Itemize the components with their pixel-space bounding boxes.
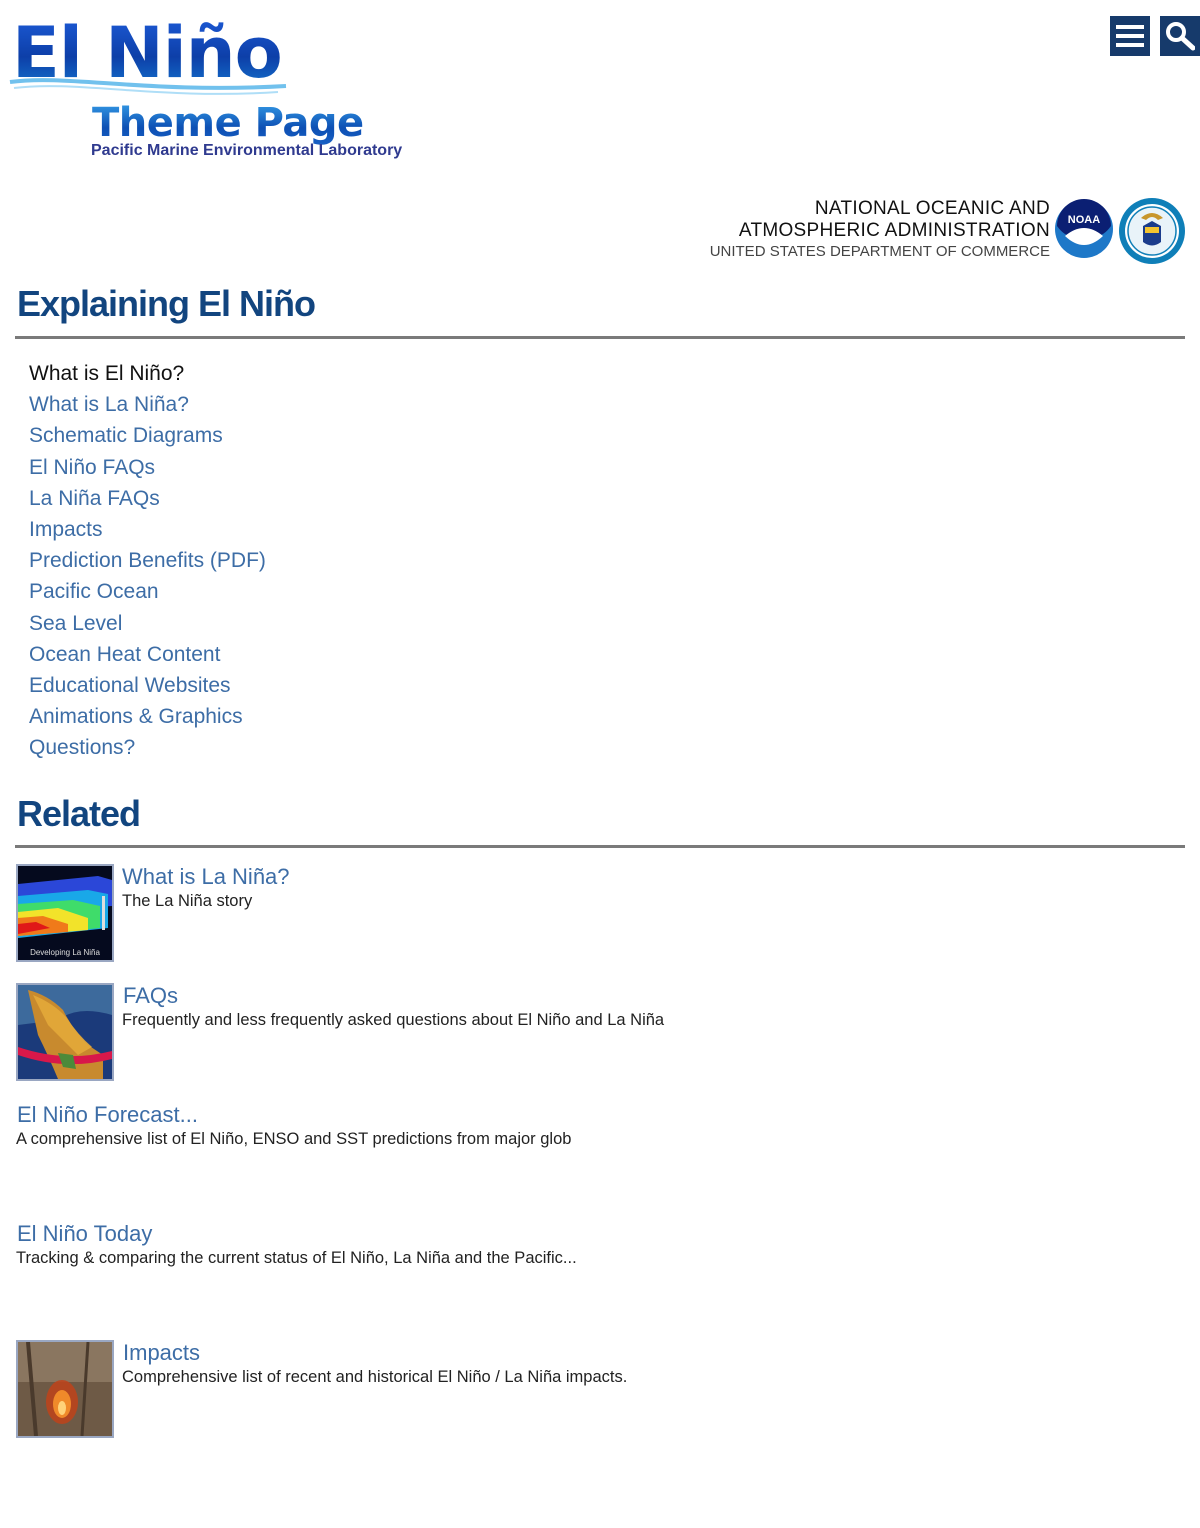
related-item-impacts: [16, 1340, 1116, 1440]
section-divider: [15, 845, 1185, 848]
logo-lab-name: Pacific Marine Environmental Laboratory: [91, 142, 403, 159]
search-button[interactable]: [1160, 16, 1200, 56]
la-nina-thumbnail[interactable]: [16, 864, 114, 962]
hamburger-menu-icon: [1115, 23, 1145, 49]
related-link-el-nino-forecast[interactable]: El Niño Forecast...: [17, 1102, 198, 1127]
nav-item-sea-level[interactable]: [29, 608, 266, 639]
thumbnail-caption: Developing La Niña: [30, 948, 100, 957]
nav-link[interactable]: Questions?: [29, 736, 136, 760]
related-heading: Related: [17, 793, 141, 834]
nav-link[interactable]: Impacts: [29, 517, 103, 541]
nav-link[interactable]: Schematic Diagrams: [29, 424, 223, 448]
faqs-thumbnail[interactable]: [16, 983, 114, 1081]
related-item-faqs: [16, 983, 1116, 1083]
related-link-la-nina[interactable]: What is La Niña?: [122, 864, 290, 889]
nav-item-ocean-heat-content[interactable]: [29, 639, 266, 670]
impacts-thumbnail-image: [18, 1342, 112, 1436]
nav-link[interactable]: El Niño FAQs: [29, 455, 156, 479]
related-link-el-nino-today[interactable]: El Niño Today: [17, 1221, 153, 1246]
impacts-thumbnail[interactable]: [16, 1340, 114, 1438]
nav-link[interactable]: Sea Level: [29, 611, 123, 635]
nav-item-la-nina-faqs[interactable]: [29, 483, 266, 514]
nav-link[interactable]: What is La Niña?: [29, 393, 189, 417]
nav-link[interactable]: Prediction Benefits (PDF): [29, 549, 266, 573]
menu-button[interactable]: [1110, 16, 1150, 56]
site-logo[interactable]: [8, 14, 428, 174]
related-desc: Tracking & comparing the current status of El Niño, La Niña and the Pacific...: [16, 1249, 577, 1267]
related-item-el-nino-forecast: [16, 1102, 1116, 1162]
related-link-faqs[interactable]: FAQs: [123, 983, 179, 1008]
logo-subtitle: Theme Page: [92, 100, 364, 146]
magnifier-search-icon: [1165, 21, 1195, 51]
agency-line-2: ATMOSPHERIC ADMINISTRATION: [738, 220, 1050, 241]
related-link-impacts[interactable]: Impacts: [123, 1340, 201, 1365]
nav-item-animations-graphics[interactable]: [29, 701, 266, 732]
nav-item-what-is-el-nino: [29, 358, 266, 389]
logo-title: El Niño: [12, 12, 282, 94]
related-item-la-nina: [16, 864, 1116, 964]
noaa-logo-icon[interactable]: [1053, 196, 1115, 262]
nav-item-current-label: What is El Niño?: [29, 362, 185, 385]
nav-link[interactable]: Educational Websites: [29, 673, 231, 697]
related-desc: A comprehensive list of El Niño, ENSO and SST predictions from major glob: [16, 1130, 572, 1148]
nav-item-impacts[interactable]: [29, 514, 266, 545]
faqs-thumbnail-image: [18, 985, 112, 1079]
related-item-el-nino-today: [16, 1221, 1116, 1281]
nav-link[interactable]: Animations & Graphics: [29, 705, 243, 729]
agency-line-3: UNITED STATES DEPARTMENT OF COMMERCE: [709, 243, 1050, 260]
nav-item-schematic-diagrams[interactable]: [29, 420, 266, 451]
nav-link[interactable]: La Niña FAQs: [29, 486, 160, 510]
nav-item-educational-websites[interactable]: [29, 670, 266, 701]
nav-link[interactable]: Ocean Heat Content: [29, 642, 221, 666]
nav-item-prediction-benefits[interactable]: [29, 545, 266, 576]
la-nina-thumbnail-image: [18, 866, 112, 960]
agency-name-block[interactable]: [710, 198, 1050, 262]
explaining-heading: Explaining El Niño: [17, 283, 316, 324]
nav-item-questions[interactable]: [29, 732, 266, 763]
nav-link[interactable]: Pacific Ocean: [29, 580, 159, 604]
nav-item-pacific-ocean[interactable]: [29, 576, 266, 607]
related-desc: The La Niña story: [122, 892, 253, 910]
section-divider: [15, 336, 1185, 339]
related-desc: Frequently and less frequently asked questions about El Niño and La Niña: [122, 1011, 665, 1029]
nav-item-el-nino-faqs[interactable]: [29, 452, 266, 483]
related-desc: Comprehensive list of recent and historical El Niño / La Niña impacts.: [122, 1368, 628, 1386]
nav-item-what-is-la-nina[interactable]: [29, 389, 266, 420]
agency-line-1: NATIONAL OCEANIC AND: [814, 198, 1050, 219]
explaining-nav-list: [29, 358, 266, 763]
noaa-logo-text: NOAA: [1067, 214, 1101, 226]
commerce-seal-icon[interactable]: [1117, 196, 1187, 266]
